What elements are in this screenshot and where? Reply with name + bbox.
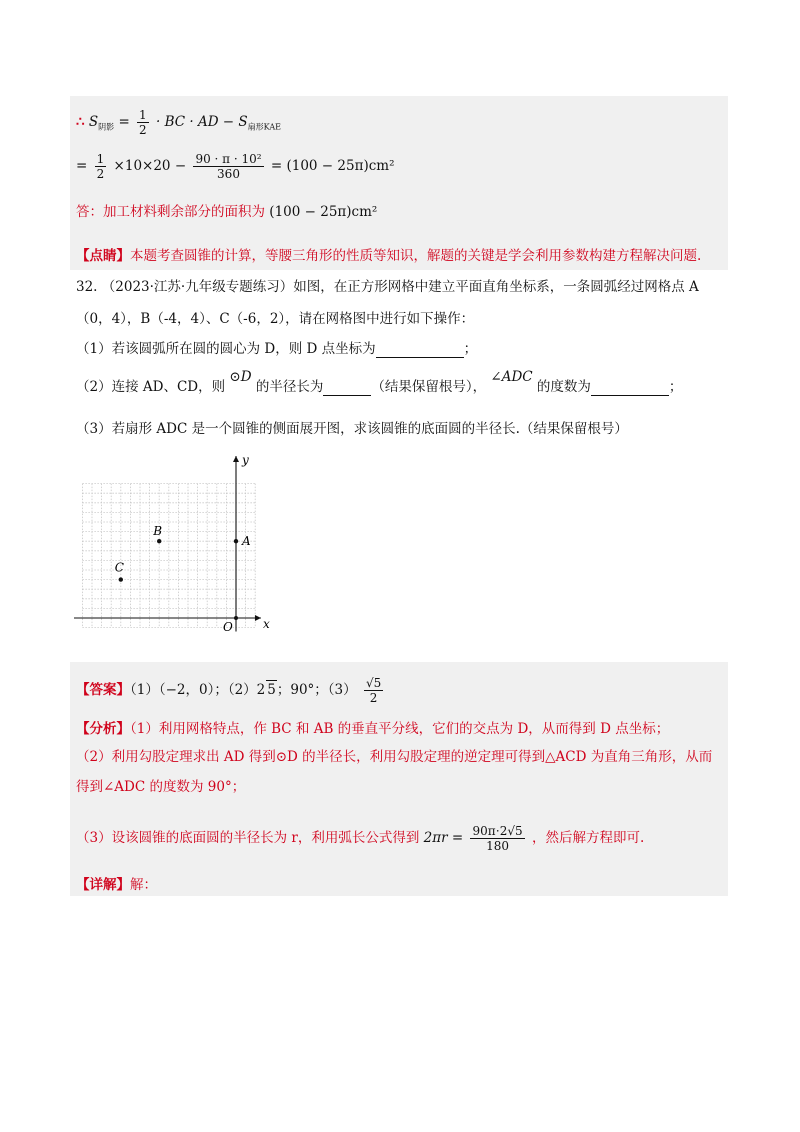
equals-sign-2: = <box>76 158 88 174</box>
detail-line <box>76 876 157 894</box>
origin-point <box>234 616 238 620</box>
answer-blank-2 <box>323 381 371 396</box>
question-2-text-d: 的度数为 <box>536 379 591 395</box>
analysis-line-1 <box>76 720 669 738</box>
half-denominator-2: 2 <box>96 167 105 181</box>
sector-area-fraction <box>193 152 263 181</box>
question-2-text-b: 的半径长为 <box>255 379 324 395</box>
question-1 <box>76 340 477 358</box>
half-numerator: 1 <box>139 108 147 122</box>
analysis-line-4 <box>76 824 644 853</box>
equation-2-result: = (100 − 25π)cm² <box>270 158 395 174</box>
sector-subscript: 扇形KAE <box>247 122 281 132</box>
analysis-line-3 <box>76 778 245 796</box>
problem-number: 32. <box>76 279 98 295</box>
answer-fraction-denominator: 2 <box>369 691 378 705</box>
circle-d-symbol: ⊙D <box>229 369 252 385</box>
arc-equation-lhs: 2πr = <box>423 830 464 846</box>
half-fraction <box>137 108 149 137</box>
problem-stem-2: （0，4），B（-4，4）、C（-6，2），请在网格图中进行如下操作： <box>76 311 475 327</box>
half-fraction-2 <box>95 152 107 181</box>
comment-line <box>76 247 701 265</box>
question-2-text-a: （2）连接 AD、CD，则 <box>76 379 226 395</box>
point-b <box>157 539 161 543</box>
coordinate-grid-figure <box>70 452 280 642</box>
origin-label: O <box>223 620 233 634</box>
question-2-text-c: （结果保留根号）， <box>371 379 487 395</box>
answer-blank-1 <box>376 343 464 358</box>
arc-equation-fraction <box>470 824 524 853</box>
analysis-line-2 <box>76 748 712 766</box>
problem-line-1 <box>76 278 699 296</box>
answer-statement <box>76 203 377 221</box>
grid-points <box>115 524 251 582</box>
question-1-end: ； <box>463 341 478 357</box>
problem-line-2 <box>76 310 474 328</box>
equation-line-2 <box>76 152 394 181</box>
answer-part-2: ；90°；（3） <box>276 682 357 698</box>
analysis-text-2: （2）利用勾股定理求出 AD 得到⊙D 的半径长，利用勾股定理的逆定理可得到△ACD 为直角三角形，从而 <box>76 749 713 765</box>
point-label-b: B <box>153 524 163 539</box>
comment-tag: 【点睛】 <box>76 248 130 264</box>
answer-blank-3 <box>591 381 669 396</box>
point-c <box>119 577 123 581</box>
comment-text: 本题考查圆锥的计算，等腰三角形的性质等知识，解题的关键是学会利用参数构建方程解决问题. <box>130 248 702 264</box>
x-axis-label: x <box>262 617 270 631</box>
answer-prefix: 答：加工材料剩余部分的面积为 <box>76 204 265 220</box>
problem-source: （2023·江苏·九年级专题练习） <box>101 279 294 295</box>
equals-sign: = <box>118 114 130 130</box>
grid-lines <box>82 484 255 628</box>
question-2 <box>76 369 683 396</box>
point-label-a: A <box>242 534 251 549</box>
sector-denominator: 360 <box>217 167 240 181</box>
answer-line <box>76 676 386 705</box>
answer-sqrt: 5 <box>267 682 276 698</box>
answer-tag: 【答案】 <box>76 682 130 698</box>
point-a <box>234 539 238 543</box>
half-denominator: 2 <box>139 123 147 137</box>
angle-adc-symbol: ∠ADC <box>490 369 533 385</box>
analysis-text-4a: （3）设该圆锥的底面圆的半径长为 r，利用弧长公式得到 <box>76 830 420 846</box>
axes <box>74 453 270 634</box>
detail-text: 解： <box>130 877 157 893</box>
therefore-symbol: ∴ <box>76 114 85 130</box>
equation-2-middle: ×10×20 − <box>113 158 187 174</box>
arc-equation-numerator: 90π⋅2√5 <box>472 824 523 838</box>
s-subscript: 阴影 <box>98 122 115 132</box>
analysis-text-1: （1）利用网格特点，作 BC 和 AB 的垂直平分线，它们的交点为 D，从而得到 D 点坐标； <box>130 721 670 737</box>
point-label-c: C <box>114 560 124 575</box>
analysis-text-3: 得到∠ADC 的度数为 90°； <box>76 779 246 795</box>
problem-stem-1: 如图，在正方形网格中建立平面直角坐标系，一条圆弧经过网格点 A <box>293 279 699 295</box>
answer-fraction-numerator: √5 <box>365 676 382 690</box>
answer-value: (100 − 25π)cm² <box>269 204 378 220</box>
answer-part-1: （1）（−2，0）；（2）2 <box>130 682 266 698</box>
analysis-tag: 【分析】 <box>76 721 130 737</box>
answer-fraction <box>364 676 383 705</box>
detail-tag: 【详解】 <box>76 877 130 893</box>
analysis-text-4b: ，然后解方程即可. <box>531 830 645 846</box>
equation-line-1 <box>76 108 281 137</box>
y-axis-label: y <box>242 453 249 467</box>
s-label: S <box>88 114 99 130</box>
sector-numerator: 90 · π · 10² <box>195 152 262 166</box>
arc-equation-denominator: 180 <box>486 839 510 853</box>
half-numerator-2: 1 <box>96 152 105 166</box>
question-3-text: （3）若扇形 ADC 是一个圆锥的侧面展开图，求该圆锥的底面圆的半径长.（结果保留根号） <box>76 421 628 437</box>
x-axis-arrow-icon <box>255 615 261 621</box>
equation-1-rest: · BC · AD − S <box>155 114 248 130</box>
question-3 <box>76 420 628 438</box>
question-2-end: ； <box>668 379 683 395</box>
question-1-text: （1）若该圆弧所在圆的圆心为 D，则 D 点坐标为 <box>76 341 376 357</box>
y-axis-arrow-icon <box>233 456 239 462</box>
